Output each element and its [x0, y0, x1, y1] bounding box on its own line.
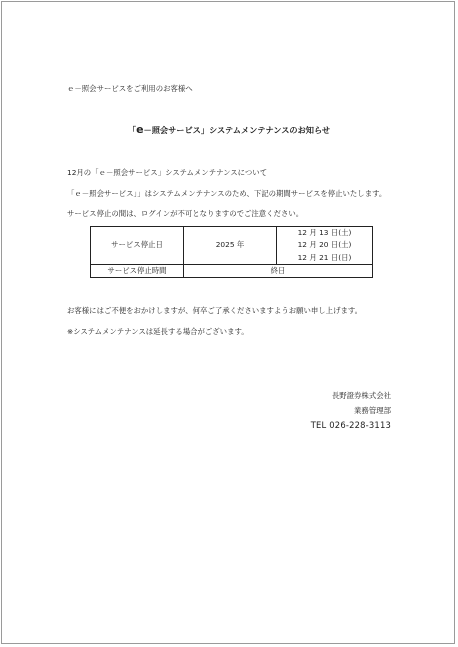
notice-title — [2, 125, 456, 135]
extension-note: ※システムメンテナンスは延長する場合がございます。 — [67, 327, 249, 336]
stop-time-value: 終日 — [184, 264, 373, 277]
stop-date-label: サービス停止日 — [91, 227, 184, 265]
company-department: 業務管理部 — [354, 406, 391, 415]
paragraph-2: サービス停止の間は、ログインが不可となりますのでご注意ください。 — [67, 209, 304, 218]
stop-date-1: 12 月 13 日(土) — [297, 228, 352, 237]
paragraph-3: お客様にはご不便をおかけしますが、何卒ご了承くださいますようお願い申し上げます。 — [67, 306, 363, 315]
stop-year: 2025 年 — [184, 227, 277, 265]
company-name: 長野證券株式会社 — [331, 391, 391, 400]
stop-date-2: 12 月 20 日(土) — [297, 240, 352, 250]
table-row — [91, 227, 373, 265]
schedule-table — [90, 226, 373, 278]
title-rest: －照会サービス」システムメンテナンスのお知らせ — [143, 125, 331, 135]
title-e: e — [136, 123, 144, 136]
document-page — [1, 1, 455, 644]
notice-subject: 12月の「ｅ－照会サービス」システムメンテナンスについて — [67, 168, 268, 177]
stop-dates — [277, 227, 373, 265]
stop-date-3: 12 月 21 日(日) — [297, 252, 352, 262]
paragraph-1: 「ｅ－照会サービス」」はシステムメンテナンスのため、下記の期間サービスを停止いたします。 — [67, 189, 387, 198]
stop-time-label: サービス停止時間 — [91, 264, 184, 277]
company-tel: TEL 026-228-3113 — [310, 420, 391, 430]
greeting: ｅ－照会サービスをご利用のお客様へ — [67, 84, 193, 93]
title-open-bracket: 「 — [127, 125, 137, 135]
table-row — [91, 264, 373, 277]
